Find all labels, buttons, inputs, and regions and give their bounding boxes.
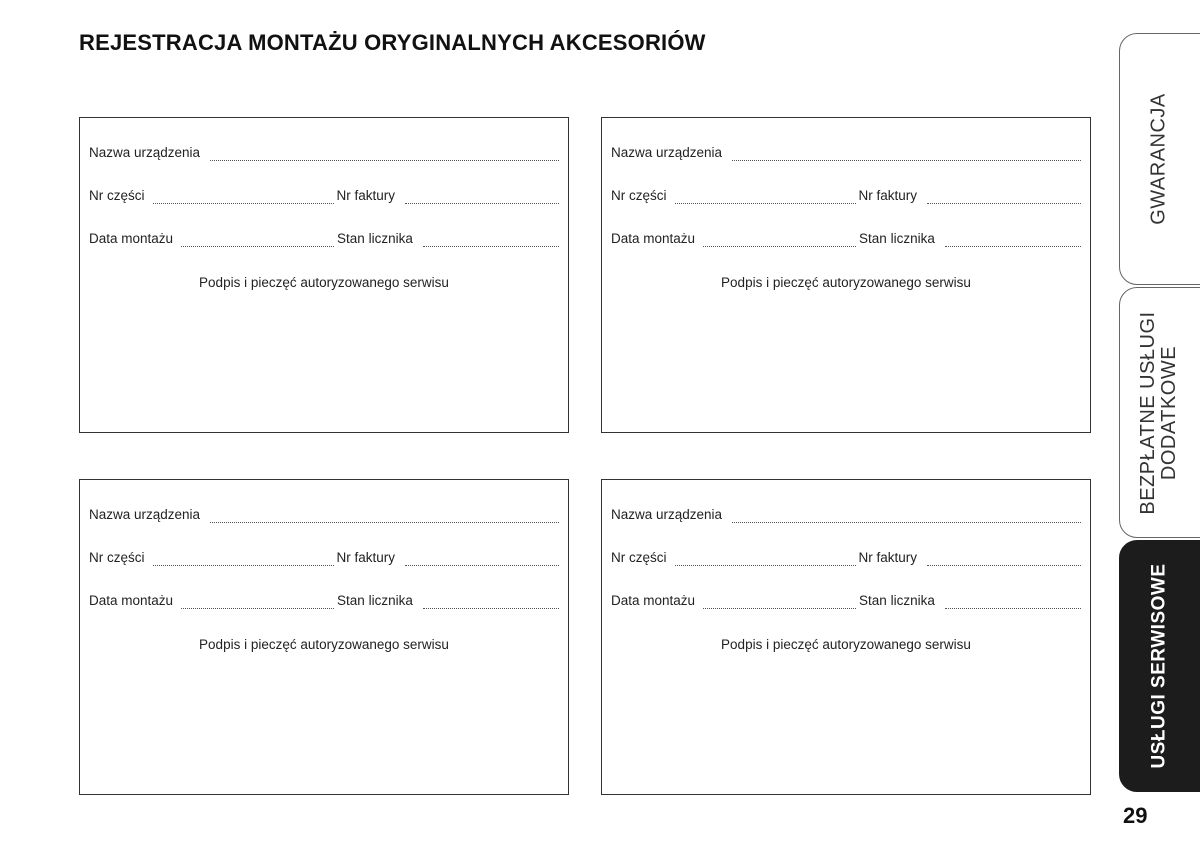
page-title: REJESTRACJA MONTAŻU ORYGINALNYCH AKCESORIÓW: [79, 30, 706, 55]
odometer-field[interactable]: [945, 607, 1081, 609]
accessory-registration-card-3: [79, 479, 569, 795]
invoice-no-label: Nr faktury: [858, 188, 918, 203]
tab-gwarancja[interactable]: [1119, 33, 1200, 285]
device-name-field[interactable]: [732, 521, 1081, 523]
tab-bezplatne-label-line2: DODATKOWE: [1158, 345, 1180, 480]
invoice-no-field[interactable]: [927, 564, 1081, 566]
date-odometer-row: [89, 231, 559, 251]
device-name-row: [89, 145, 559, 165]
part-no-field[interactable]: [153, 564, 334, 566]
install-date-field[interactable]: [703, 245, 856, 247]
odometer-field[interactable]: [945, 245, 1081, 247]
device-name-row: [611, 507, 1081, 527]
odometer-label: Stan licznika: [337, 593, 413, 608]
part-no-field[interactable]: [675, 564, 856, 566]
odometer-label: Stan licznika: [859, 231, 935, 246]
install-date-field[interactable]: [181, 245, 334, 247]
part-no-label: Nr części: [89, 550, 145, 565]
tab-gwarancja-label: GWARANCJA: [1147, 93, 1170, 225]
part-no-field[interactable]: [153, 202, 334, 204]
signature-label: Podpis i pieczęć autoryzowanego serwisu: [721, 637, 971, 652]
install-date-field[interactable]: [703, 607, 856, 609]
accessory-registration-card-1: [79, 117, 569, 433]
device-name-label: Nazwa urządzenia: [89, 145, 201, 160]
tab-bezplatne-uslugi-dodatkowe[interactable]: [1119, 287, 1200, 538]
accessory-registration-card-2: [601, 117, 1091, 433]
invoice-no-field[interactable]: [405, 564, 559, 566]
tab-bezplatne-label-line1: BEZPŁATNE USŁUGI: [1137, 310, 1159, 515]
invoice-no-field[interactable]: [405, 202, 559, 204]
part-no-label: Nr części: [611, 550, 667, 565]
odometer-field[interactable]: [423, 245, 559, 247]
install-date-label: Data montażu: [89, 593, 174, 608]
date-odometer-row: [611, 231, 1081, 251]
signature-label: Podpis i pieczęć autoryzowanego serwisu: [199, 275, 449, 290]
install-date-label: Data montażu: [89, 231, 174, 246]
page-number: 29: [1123, 803, 1148, 828]
part-no-field[interactable]: [675, 202, 856, 204]
part-invoice-row: [89, 188, 559, 208]
part-invoice-row: [89, 550, 559, 570]
install-date-field[interactable]: [181, 607, 334, 609]
invoice-no-label: Nr faktury: [336, 550, 396, 565]
invoice-no-label: Nr faktury: [336, 188, 396, 203]
install-date-label: Data montażu: [611, 231, 696, 246]
install-date-label: Data montażu: [611, 593, 696, 608]
part-no-label: Nr części: [611, 188, 667, 203]
part-invoice-row: [611, 550, 1081, 570]
signature-label: Podpis i pieczęć autoryzowanego serwisu: [721, 275, 971, 290]
part-no-label: Nr części: [89, 188, 145, 203]
signature-label: Podpis i pieczęć autoryzowanego serwisu: [199, 637, 449, 652]
odometer-label: Stan licznika: [859, 593, 935, 608]
device-name-label: Nazwa urządzenia: [611, 507, 723, 522]
device-name-label: Nazwa urządzenia: [611, 145, 723, 160]
device-name-label: Nazwa urządzenia: [89, 507, 201, 522]
device-name-field[interactable]: [210, 521, 559, 523]
tab-uslugi-serwisowe-label: USŁUGI SERWISOWE: [1148, 563, 1170, 769]
part-invoice-row: [611, 188, 1081, 208]
odometer-field[interactable]: [423, 607, 559, 609]
date-odometer-row: [611, 593, 1081, 613]
device-name-field[interactable]: [732, 159, 1081, 161]
odometer-label: Stan licznika: [337, 231, 413, 246]
invoice-no-field[interactable]: [927, 202, 1081, 204]
device-name-row: [611, 145, 1081, 165]
tab-uslugi-serwisowe[interactable]: [1119, 540, 1200, 792]
invoice-no-label: Nr faktury: [858, 550, 918, 565]
date-odometer-row: [89, 593, 559, 613]
accessory-registration-card-4: [601, 479, 1091, 795]
tab-bezplatne-label: [1138, 311, 1180, 514]
device-name-row: [89, 507, 559, 527]
device-name-field[interactable]: [210, 159, 559, 161]
